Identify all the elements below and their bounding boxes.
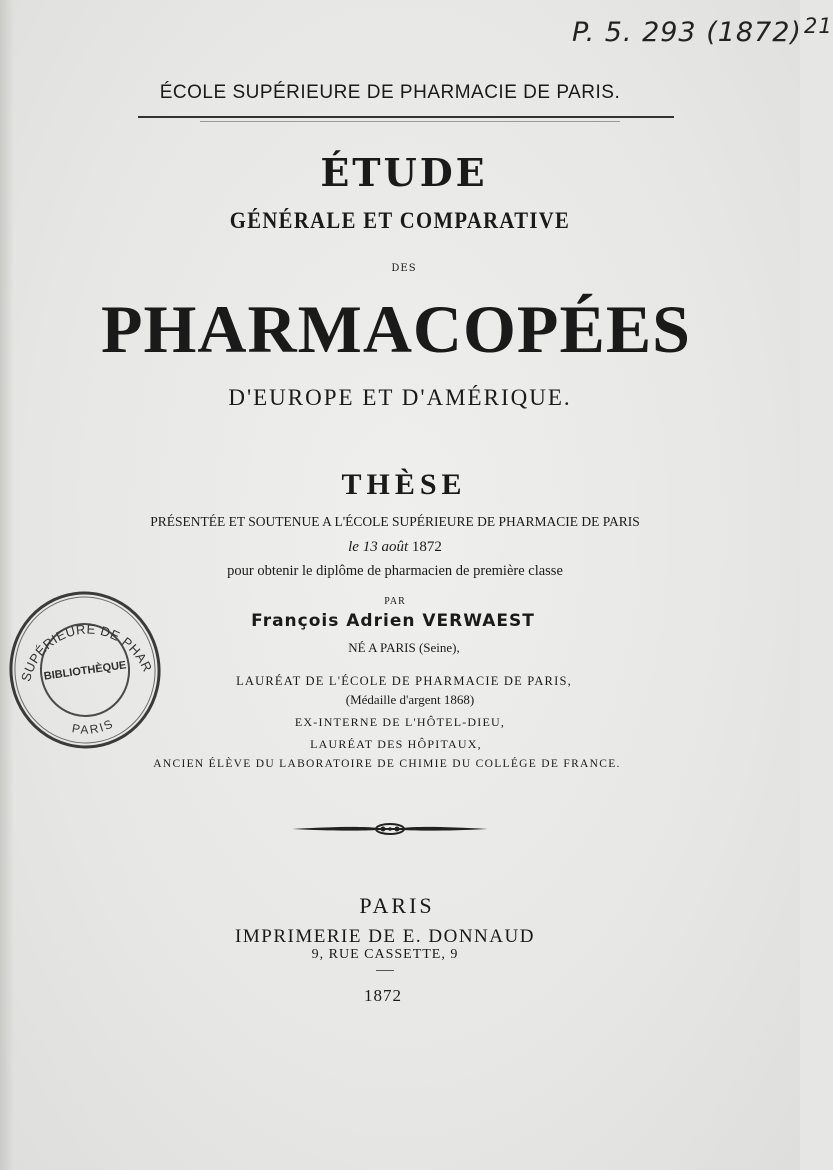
thesis-presented: PRÉSENTÉE ET SOUTENUE A L'ÉCOLE SUPÉRIEURE DE PHARMACIE DE PARIS: [150, 514, 640, 529]
stamp-bottom-text: PARIS: [70, 715, 117, 737]
title-etude: ÉTUDE: [320, 150, 488, 195]
thesis-heading: THÈSE: [341, 468, 467, 501]
date-year: 1872: [408, 539, 442, 555]
library-stamp: [5, 588, 165, 753]
thesis-date: [0, 539, 795, 556]
stamp-inner-text: BIBLIOTHÈQUE: [43, 659, 128, 683]
svg-text:ÉCOLE SUPÉRIEURE DE PHARMACIE: [5, 588, 156, 694]
credential-laureat-hopitaux: LAURÉAT DES HÔPITAUX,: [310, 737, 482, 751]
school-header: ÉCOLE SUPÉRIEURE DE PHARMACIE DE PARIS.: [159, 82, 621, 103]
credential-medaille: (Médaille d'argent 1868): [345, 692, 475, 707]
credential-ancien-eleve: ANCIEN ÉLÈVE DU LABORATOIRE DE CHIMIE DU COLLÉGE DE FRANCE.: [153, 758, 621, 770]
imprint-printer: IMPRIMERIE DE E. DONNAUD: [235, 926, 535, 947]
shelfmark-sup: 21: [803, 14, 833, 38]
title-europe: D'EUROPE ET D'AMÉRIQUE.: [228, 385, 572, 410]
title-generale: GÉNÉRALE ET COMPARATIVE: [229, 208, 571, 233]
shelfmark-main: P. 5. 293 (1872): [572, 17, 802, 48]
title-pharmacopees: PHARMACOPÉES: [101, 291, 691, 367]
imprint-address: 9, RUE CASSETTE, 9: [311, 947, 459, 962]
stamp-outer-text: SUPÉRIEURE DE PHARMACIE: [18, 621, 156, 684]
handwritten-shelfmark: [572, 14, 833, 48]
thesis-par: PAR: [384, 596, 406, 607]
imprint-city: PARIS: [359, 893, 435, 918]
header-rule-thin: [200, 121, 620, 122]
credential-laureat-ecole: LAURÉAT DE L'ÉCOLE DE PHARMACIE DE PARIS,: [236, 674, 572, 688]
title-des: DES: [391, 263, 417, 274]
imprint-dash: [376, 970, 394, 971]
imprint-year: 1872: [364, 986, 402, 1005]
ornamental-divider: [290, 820, 490, 838]
thesis-purpose: pour obtenir le diplôme de pharmacien de première classe: [227, 563, 563, 579]
author-name: François Adrien VERWAEST: [251, 611, 535, 631]
date-prefix: le 13: [348, 539, 382, 555]
author-born: NÉ A PARIS (Seine),: [348, 640, 460, 655]
credential-ex-interne: EX-INTERNE DE L'HÔTEL-DIEU,: [294, 715, 506, 729]
svg-text:PARIS: [69, 715, 117, 739]
date-month: août: [381, 539, 409, 555]
header-rule: [138, 116, 674, 118]
